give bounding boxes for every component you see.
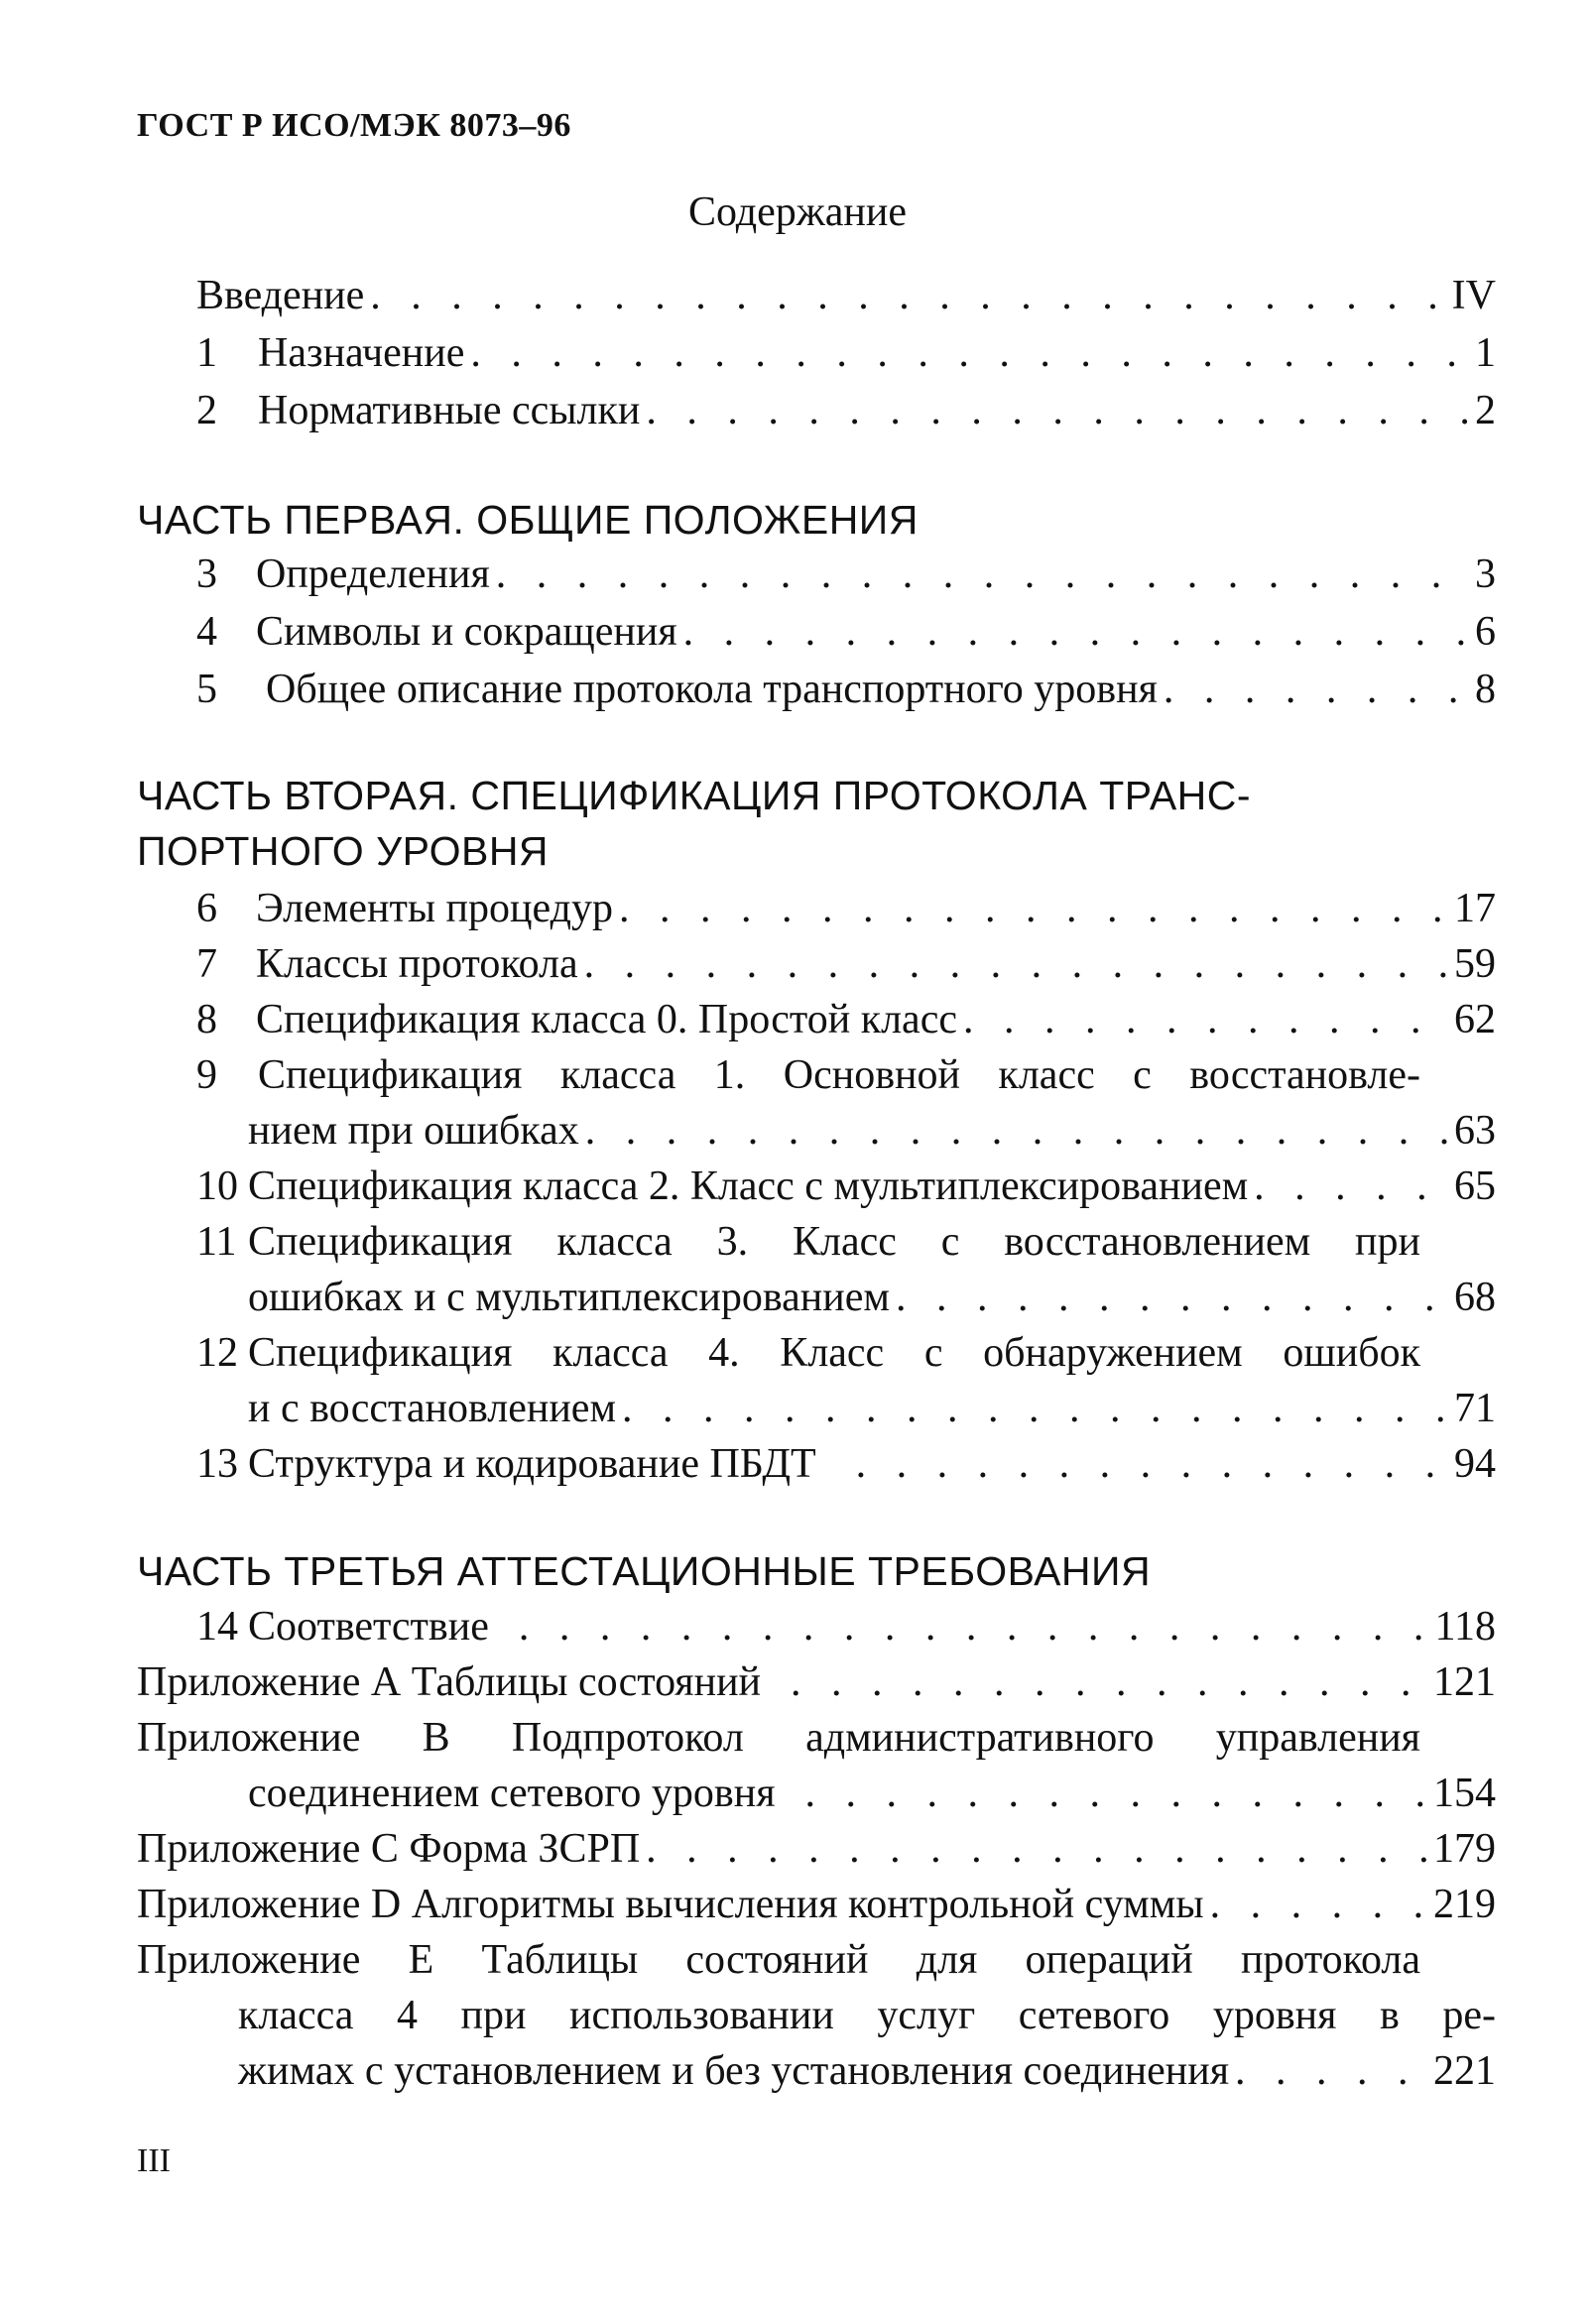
toc-entry-5[interactable] xyxy=(196,664,1496,715)
toc-annex-a[interactable] xyxy=(137,1656,1496,1708)
toc-entry-page: 221 xyxy=(1433,2048,1496,2094)
dot-leader xyxy=(584,938,1448,990)
part-two-heading-line-1: ЧАСТЬ ВТОРАЯ. СПЕЦИФИКАЦИЯ ПРОТОКОЛА ТРАНС- xyxy=(137,773,1252,818)
toc-entry-2[interactable] xyxy=(196,385,1496,436)
dot-leader xyxy=(496,549,1469,600)
toc-entry-page: 68 xyxy=(1454,1275,1496,1320)
toc-entry-text: Общее описание протокола транспортного уровня xyxy=(266,667,1158,712)
toc-entry-page: 3 xyxy=(1475,551,1496,597)
toc-entry-11-continuation[interactable] xyxy=(248,1272,1496,1323)
toc-entry-text: Приложение В Подпротокол административного управления xyxy=(137,1715,1420,1761)
dot-leader xyxy=(805,1768,1427,1819)
toc-annex-e-continuation-2[interactable] xyxy=(238,2045,1496,2097)
dot-leader xyxy=(519,1601,1429,1652)
toc-entry-number: 6 xyxy=(196,886,217,931)
toc-entry-10[interactable] xyxy=(196,1161,1496,1212)
toc-entry-number: 11 xyxy=(196,1219,237,1265)
toc-entry-text: Классы протокола xyxy=(256,941,578,987)
part-two-heading xyxy=(137,768,1251,879)
toc-entry-8[interactable] xyxy=(196,994,1496,1045)
dot-leader xyxy=(470,327,1469,379)
toc-entry-text: Приложение С Форма ЗСРП xyxy=(137,1826,641,1872)
dot-leader xyxy=(619,883,1448,934)
dot-leader xyxy=(963,994,1448,1045)
toc-entry-page: 59 xyxy=(1454,941,1496,987)
toc-entry-9[interactable] xyxy=(196,1049,1420,1101)
toc-entry-number: 12 xyxy=(196,1330,238,1376)
toc-entry-page: 71 xyxy=(1454,1386,1496,1431)
toc-annex-d[interactable] xyxy=(137,1879,1496,1930)
dot-leader xyxy=(1235,2045,1427,2097)
contents-title: Содержание xyxy=(687,189,908,235)
toc-entry-page: 118 xyxy=(1434,1604,1496,1650)
toc-entry-text: Определения xyxy=(256,551,490,597)
dot-leader xyxy=(585,1105,1448,1157)
toc-entry-page: 179 xyxy=(1433,1826,1496,1872)
toc-entry-text: Элементы процедур xyxy=(256,886,613,931)
toc-entry-number: 7 xyxy=(196,941,217,987)
toc-annex-b-continuation[interactable] xyxy=(248,1768,1496,1819)
toc-entry-page: 2 xyxy=(1475,388,1496,433)
toc-entry-number: 3 xyxy=(196,551,217,597)
toc-annex-b[interactable] xyxy=(137,1712,1420,1764)
toc-entry-number: 5 xyxy=(196,667,217,712)
toc-entry-page: 154 xyxy=(1433,1771,1496,1816)
toc-entry-page: 121 xyxy=(1433,1659,1496,1705)
toc-entry-page: 17 xyxy=(1454,886,1496,931)
toc-entry-1[interactable] xyxy=(196,327,1496,379)
toc-annex-e[interactable] xyxy=(137,1934,1420,1986)
toc-entry-number: 13 xyxy=(196,1441,238,1487)
toc-entry-page: 62 xyxy=(1454,997,1496,1042)
toc-entry-9-continuation[interactable] xyxy=(248,1105,1496,1157)
toc-entry-13[interactable] xyxy=(196,1438,1496,1490)
toc-entry-text: Приложение А Таблицы состояний xyxy=(137,1659,762,1705)
toc-entry-text: класса 4 при использовании услуг сетевого уровня в ре- xyxy=(238,1993,1496,2038)
toc-entry-text: соединением сетевого уровня xyxy=(248,1771,776,1816)
toc-entry-12-continuation[interactable] xyxy=(248,1383,1496,1434)
toc-entry-text: Символы и сокращения xyxy=(256,609,677,655)
toc-entry-text: Спецификация класса 0. Простой класс xyxy=(256,997,957,1042)
toc-entry-7[interactable] xyxy=(196,938,1496,990)
part-one-heading: ЧАСТЬ ПЕРВАЯ. ОБЩИЕ ПОЛОЖЕНИЯ xyxy=(137,497,919,543)
toc-entry-text: Введение xyxy=(196,273,365,318)
toc-entry-number: 14 xyxy=(196,1604,238,1650)
dot-leader xyxy=(896,1272,1448,1323)
toc-entry-number: 9 xyxy=(196,1052,217,1098)
dot-leader xyxy=(683,606,1469,658)
dot-leader xyxy=(622,1383,1448,1434)
dot-leader xyxy=(370,270,1445,321)
page-number: III xyxy=(137,2142,171,2179)
toc-entry-text: Приложение Е Таблицы состояний для операций протокола xyxy=(137,1937,1420,1983)
toc-entry-page: 94 xyxy=(1454,1441,1496,1487)
part-three-heading: ЧАСТЬ ТРЕТЬЯ АТТЕСТАЦИОННЫЕ ТРЕБОВАНИЯ xyxy=(137,1548,1152,1594)
toc-entry-text: нием при ошибках xyxy=(248,1108,579,1154)
toc-entry-6[interactable] xyxy=(196,883,1496,934)
dot-leader xyxy=(1164,664,1469,715)
toc-entry-text: Спецификация класса 4. Класс с обнаружением ошибок xyxy=(248,1330,1420,1376)
toc-entry-text: ошибках и с мультиплексированием xyxy=(248,1275,890,1320)
toc-entry-text: жимах с установлением и без установления соединения xyxy=(238,2048,1230,2094)
toc-entry-page: 1 xyxy=(1475,330,1496,376)
toc-entry-number: 4 xyxy=(196,609,217,655)
toc-entry-introduction[interactable] xyxy=(196,270,1496,321)
toc-entry-text: Структура и кодирование ПБДТ xyxy=(248,1441,816,1487)
dot-leader xyxy=(1210,1879,1427,1930)
toc-entry-page: IV xyxy=(1451,273,1496,318)
toc-entry-text: Спецификация класса 1. Основной класс с восстановле- xyxy=(258,1052,1420,1098)
dot-leader xyxy=(1254,1161,1448,1212)
toc-entry-text: Нормативные ссылки xyxy=(258,388,641,433)
toc-annex-e-continuation-1[interactable] xyxy=(238,1990,1496,2041)
toc-entry-text: Соответствие xyxy=(248,1604,489,1650)
toc-entry-12[interactable] xyxy=(196,1327,1420,1379)
toc-entry-4[interactable] xyxy=(196,606,1496,658)
toc-entry-page: 65 xyxy=(1454,1163,1496,1209)
toc-entry-page: 8 xyxy=(1475,667,1496,712)
toc-entry-number: 10 xyxy=(196,1163,238,1209)
toc-entry-3[interactable] xyxy=(196,549,1496,600)
document-header: ГОСТ Р ИСО/МЭК 8073–96 xyxy=(137,107,571,144)
dot-leader xyxy=(856,1438,1448,1490)
toc-entry-text: Спецификация класса 3. Класс с восстановлением при xyxy=(248,1219,1420,1265)
dot-leader xyxy=(646,1823,1427,1875)
dot-leader xyxy=(791,1656,1427,1708)
toc-entry-text: Назначение xyxy=(258,330,465,376)
toc-entry-text: Приложение D Алгоритмы вычисления контрольной суммы xyxy=(137,1882,1204,1927)
toc-entry-11[interactable] xyxy=(196,1216,1420,1268)
toc-entry-number: 2 xyxy=(196,388,217,433)
toc-entry-text: Спецификация класса 2. Класс с мультиплексированием xyxy=(248,1163,1249,1209)
toc-annex-c[interactable] xyxy=(137,1823,1496,1875)
dot-leader xyxy=(646,385,1469,436)
toc-entry-number: 1 xyxy=(196,330,217,376)
toc-entry-page: 219 xyxy=(1433,1882,1496,1927)
toc-entry-page: 63 xyxy=(1454,1108,1496,1154)
toc-entry-text: и с восстановлением xyxy=(248,1386,617,1431)
toc-entry-page: 6 xyxy=(1475,609,1496,655)
toc-entry-14[interactable] xyxy=(196,1601,1496,1652)
part-two-heading-line-2: ПОРТНОГО УРОВНЯ xyxy=(137,828,550,874)
toc-entry-number: 8 xyxy=(196,997,217,1042)
